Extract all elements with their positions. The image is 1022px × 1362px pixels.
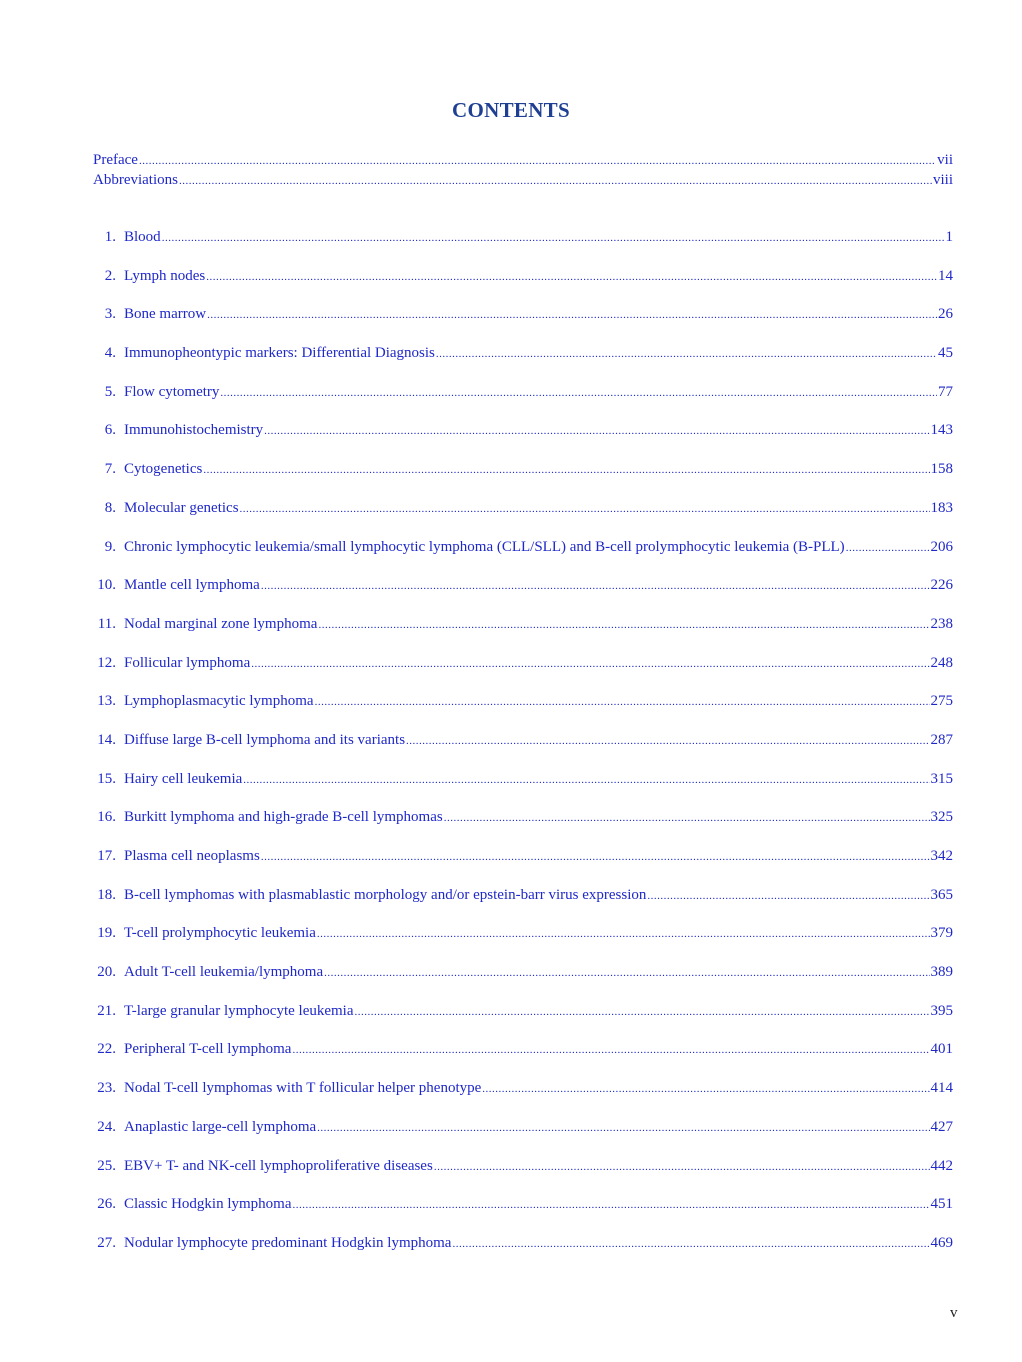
chapter-number: 13.	[97, 693, 116, 710]
dot-leader	[292, 1040, 929, 1060]
dot-leader	[452, 1234, 929, 1254]
dot-leader	[240, 499, 930, 519]
chapter-title: Adult T-cell leukemia/lymphoma	[124, 964, 324, 981]
dot-leader	[220, 383, 937, 403]
dot-leader	[243, 770, 929, 790]
chapter-page: 143	[930, 422, 953, 439]
chapter-title: Mantle cell lymphoma	[124, 577, 260, 594]
chapter-number: 7.	[104, 461, 116, 478]
chapter-number: 8.	[104, 499, 116, 516]
toc-entry-chapter[interactable]	[93, 807, 953, 846]
chapter-number: 9.	[104, 538, 116, 555]
chapter-title: Immunopheontypic markers: Differential Diagnosis	[124, 345, 435, 362]
chapter-title: Nodular lymphocyte predominant Hodgkin lymphoma	[124, 1234, 452, 1251]
chapter-title: Classic Hodgkin lymphoma	[124, 1196, 292, 1213]
chapter-title: Diffuse large B-cell lymphoma and its variants	[124, 731, 406, 748]
chapter-page: 206	[930, 538, 953, 555]
dot-leader	[293, 1195, 930, 1215]
chapter-title: Blood	[124, 229, 161, 245]
toc-entry-chapter[interactable]	[93, 1117, 953, 1156]
chapter-page: 248	[930, 654, 953, 671]
chapter-page: 238	[930, 615, 953, 632]
chapter-number: 1.	[104, 229, 116, 245]
toc-entry-chapter[interactable]	[93, 1156, 953, 1195]
chapter-title: Bone marrow	[124, 306, 207, 323]
chapter-page: 325	[930, 809, 953, 826]
chapter-number: 26.	[97, 1196, 116, 1213]
chapter-number: 23.	[97, 1080, 116, 1097]
toc-entry-chapter[interactable]	[93, 885, 953, 924]
dot-leader	[324, 963, 929, 983]
toc-entry-chapter[interactable]	[93, 459, 953, 498]
chapter-page: 315	[930, 770, 953, 787]
toc-entry-chapter[interactable]	[93, 1001, 953, 1040]
toc-entry-chapter[interactable]	[93, 1194, 953, 1233]
toc-entry-page: vii	[937, 152, 953, 168]
chapter-title: Nodal T-cell lymphomas with T follicular helper phenotype	[124, 1080, 482, 1097]
toc-entry-preface[interactable]	[93, 150, 953, 170]
chapter-page: 451	[930, 1196, 953, 1213]
chapter-number: 16.	[97, 809, 116, 826]
toc-entry-chapter[interactable]	[93, 962, 953, 1001]
chapter-page: 442	[930, 1157, 953, 1174]
chapter-page: 158	[930, 461, 953, 478]
toc-entry-label: Preface	[93, 152, 138, 168]
chapter-page: 287	[930, 731, 953, 748]
chapter-number: 27.	[97, 1234, 116, 1251]
chapter-number: 11.	[97, 615, 116, 632]
dot-leader	[207, 305, 937, 325]
chapter-title: Nodal marginal zone lymphoma	[124, 615, 318, 632]
chapter-title: Follicular lymphoma	[124, 654, 251, 671]
chapter-page: 427	[930, 1118, 953, 1135]
chapter-page: 226	[930, 577, 953, 594]
dot-leader	[318, 615, 929, 635]
chapter-page: 275	[930, 693, 953, 710]
chapter-title: Cytogenetics	[124, 461, 203, 478]
chapter-title: Lymph nodes	[124, 267, 206, 284]
chapter-number: 12.	[97, 654, 116, 671]
chapter-page: 183	[930, 499, 953, 516]
chapter-title: Immunohistochemistry	[124, 422, 264, 439]
chapter-page: 469	[930, 1234, 953, 1251]
chapter-number: 14.	[97, 731, 116, 748]
toc-entry-chapter[interactable]	[93, 730, 953, 769]
chapter-number: 10.	[97, 577, 116, 594]
chapter-number: 22.	[97, 1041, 116, 1058]
dot-leader	[406, 731, 929, 751]
dot-leader	[315, 692, 930, 712]
chapter-number: 19.	[97, 925, 116, 942]
toc-entry-chapter[interactable]	[93, 769, 953, 808]
toc-entry-chapter[interactable]	[93, 691, 953, 730]
chapter-number: 6.	[104, 422, 116, 439]
dot-leader	[206, 267, 937, 287]
toc-entry-chapter[interactable]	[93, 1039, 953, 1078]
chapter-title: Hairy cell leukemia	[124, 770, 243, 787]
dot-leader	[179, 171, 932, 191]
chapter-number: 24.	[97, 1118, 116, 1135]
dot-leader	[436, 344, 937, 364]
chapter-page: 401	[930, 1041, 953, 1058]
toc-entry-chapter[interactable]	[93, 1078, 953, 1117]
page-title: CONTENTS	[452, 98, 570, 122]
dot-leader	[251, 654, 929, 674]
chapter-page: 379	[930, 925, 953, 942]
page-number: v	[950, 1305, 958, 1321]
chapter-page: 14	[938, 267, 953, 284]
chapter-page: 395	[930, 1002, 953, 1019]
chapter-number: 3.	[104, 306, 116, 323]
chapter-title: Lymphoplasmacytic lymphoma	[124, 693, 314, 710]
toc-entry-chapter[interactable]	[93, 266, 953, 305]
toc-entry-abbreviations[interactable]	[93, 170, 953, 190]
chapter-title: Molecular genetics	[124, 499, 239, 516]
toc-entry-label: Abbreviations	[93, 172, 178, 188]
toc-entry-chapter[interactable]	[93, 653, 953, 692]
toc-entry-chapter[interactable]	[93, 382, 953, 421]
chapter-number: 20.	[97, 964, 116, 981]
chapter-title: Flow cytometry	[124, 383, 220, 400]
toc-entry-chapter[interactable]	[93, 343, 953, 382]
toc-entry-chapter[interactable]	[93, 1233, 953, 1272]
chapter-title: T-large granular lymphocyte leukemia	[124, 1002, 354, 1019]
chapter-number: 5.	[104, 383, 116, 400]
dot-leader	[434, 1157, 930, 1177]
chapter-number: 18.	[97, 886, 116, 903]
chapter-number: 15.	[97, 770, 116, 787]
chapter-number: 25.	[97, 1157, 116, 1174]
chapter-title: Plasma cell neoplasms	[124, 848, 260, 864]
toc-entry-chapter[interactable]	[93, 846, 953, 885]
chapter-title: Anaplastic large-cell lymphoma	[124, 1118, 317, 1135]
dot-leader	[261, 576, 930, 596]
toc-entry-chapter[interactable]	[93, 227, 953, 266]
front-matter-list	[93, 150, 953, 190]
chapter-title: Peripheral T-cell lymphoma	[124, 1041, 292, 1058]
dot-leader	[444, 808, 930, 828]
chapter-number: 17.	[97, 848, 116, 864]
chapter-page: 365	[930, 886, 953, 903]
dot-leader	[261, 847, 930, 867]
dot-leader	[317, 924, 930, 944]
chapter-number: 4.	[104, 345, 116, 362]
toc-entry-chapter[interactable]	[93, 498, 953, 537]
toc-entry-chapter[interactable]	[93, 420, 953, 459]
chapter-list	[93, 227, 953, 1272]
chapter-page: 389	[930, 964, 953, 981]
dot-leader	[317, 1118, 929, 1138]
dot-leader	[846, 538, 930, 558]
dot-leader	[203, 460, 929, 480]
chapter-page: 1	[945, 229, 953, 245]
dot-leader	[139, 151, 936, 171]
chapter-title: T-cell prolymphocytic leukemia	[124, 925, 316, 942]
chapter-page: 414	[930, 1080, 953, 1097]
dot-leader	[162, 228, 945, 248]
chapter-title: Chronic lymphocytic leukemia/small lymphocytic lymphoma (CLL/SLL) and B-cell prolymphocytic leukemia (B-PLL)	[124, 538, 845, 555]
chapter-title: EBV+ T- and NK-cell lymphoproliferative diseases	[124, 1157, 433, 1174]
toc-entry-page: viii	[932, 172, 953, 188]
chapter-page: 77	[938, 383, 953, 400]
chapter-title: B-cell lymphomas with plasmablastic morphology and/or epstein-barr virus expression	[124, 886, 647, 903]
chapter-number: 2.	[104, 267, 116, 284]
toc-entry-chapter[interactable]	[93, 304, 953, 343]
dot-leader	[482, 1079, 929, 1099]
toc-entry-chapter[interactable]	[93, 923, 953, 962]
dot-leader	[647, 886, 929, 906]
dot-leader	[264, 421, 929, 441]
dot-leader	[355, 1002, 930, 1022]
chapter-number: 21.	[97, 1002, 116, 1019]
toc-entry-chapter[interactable]	[93, 575, 953, 614]
chapter-page: 342	[930, 848, 953, 864]
chapter-page: 26	[938, 306, 953, 323]
chapter-title: Burkitt lymphoma and high-grade B-cell lymphomas	[124, 809, 443, 826]
chapter-page: 45	[938, 345, 953, 362]
toc-entry-chapter[interactable]	[93, 614, 953, 653]
toc-entry-chapter[interactable]	[93, 537, 953, 576]
